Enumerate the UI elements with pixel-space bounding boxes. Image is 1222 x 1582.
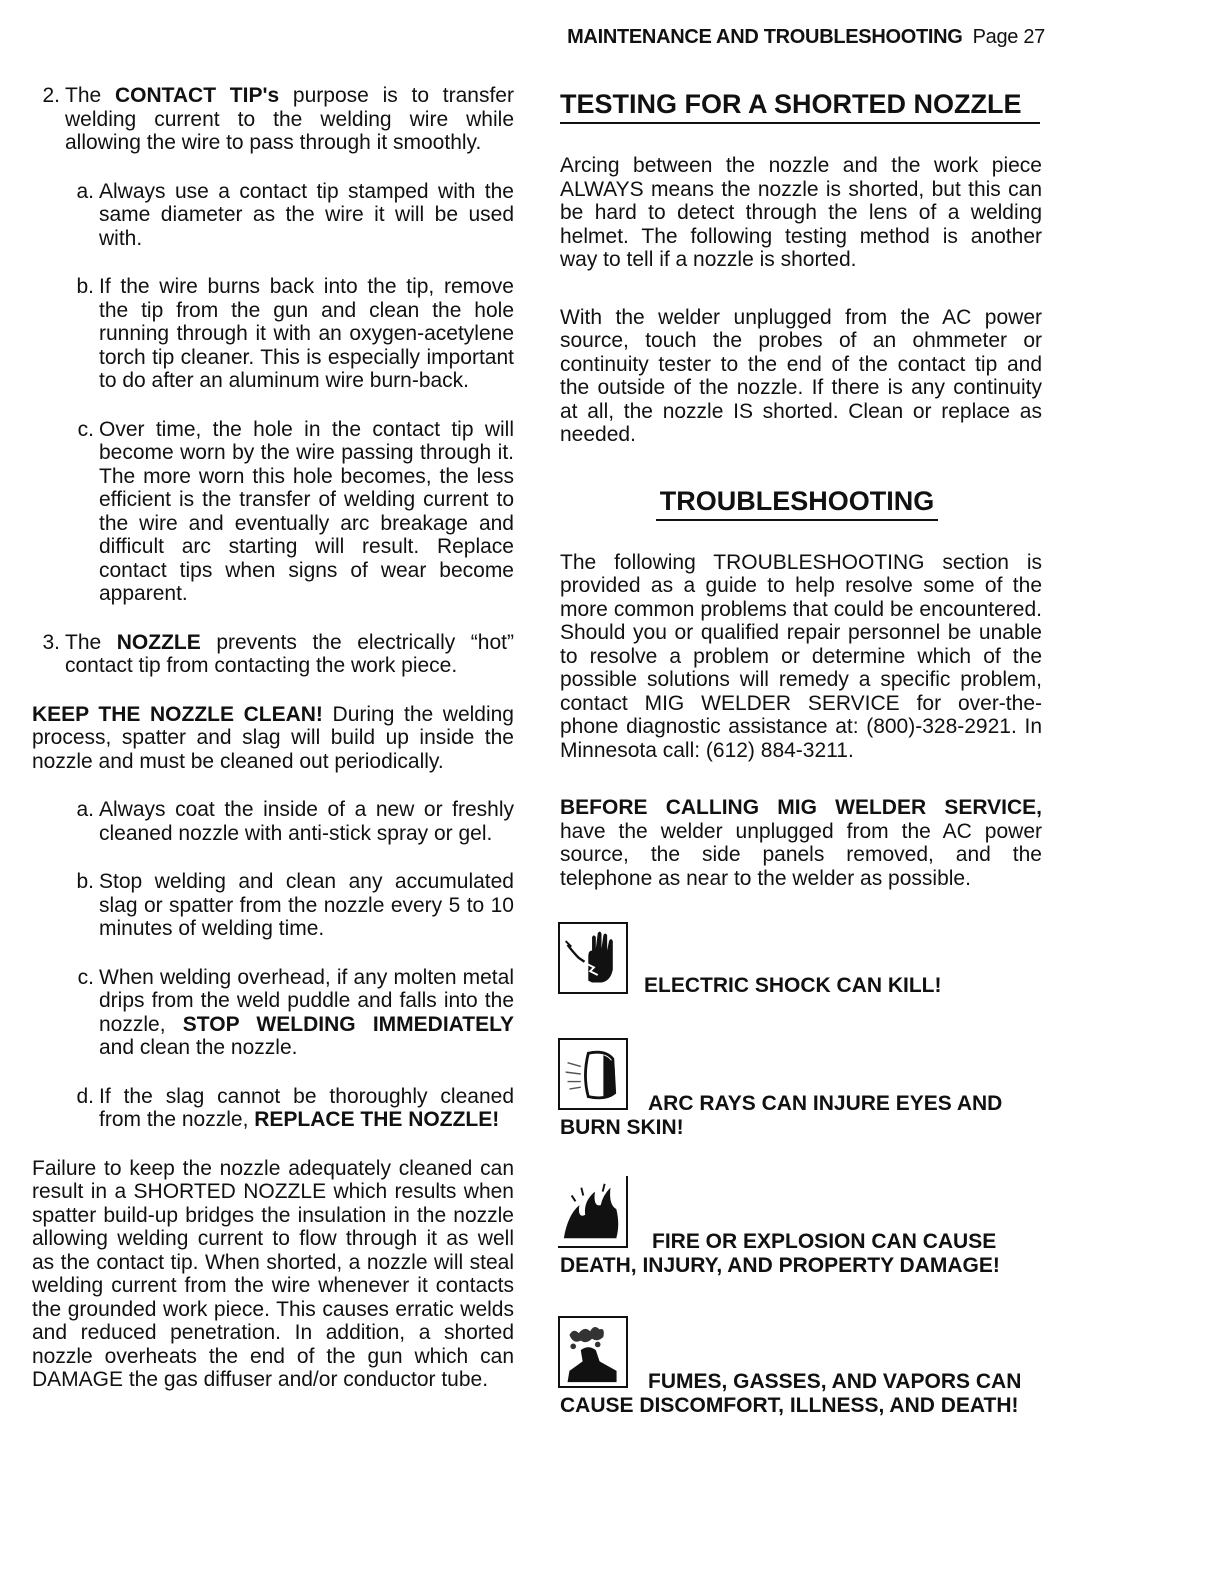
electric-shock-icon [558,922,628,994]
left-column [32,84,514,1392]
warning-fire-text: FIRE OR EXPLOSION CAN CAUSE DEATH, INJURY, AND PROPERTY DAMAGE! [560,1230,1000,1277]
nozzle-sub-c: c. When welding overhead, if any molten metal drips from the weld puddle and falls into the nozzle, STOP WELDING IMMEDIATELY and clean the nozzle. [77,965,515,1059]
nozzle-term: NOZZLE [116,630,201,654]
warning-fumes-text: FUMES, GASSES, AND VAPORS CAN CAUSE DISCOMFORT, ILLNESS, AND DEATH! [560,1370,1022,1417]
testing-paragraph-1: Arcing between the nozzle and the work piece ALWAYS means the nozzle is shorted, but this can be hard to detect through the lens of a welding helmet. The following testing method is another way to tell if a nozzle is shorted. [560,154,1042,271]
item-contact-tip: 2. The CONTACT TIP's purpose is to transfer welding current to the welding wire while allowing the wire to pass through it smoothly. [32,84,514,155]
warning-electric-shock [560,922,1042,1000]
troubleshooting-heading: TROUBLESHOOTING [656,485,938,521]
contact-tip-sub-b: b. If the wire burns back into the tip, remove the tip from the gun and clean the hole running through it with an oxygen-acetylene torch tip cleaner. This is especially important to do after an aluminum wire burn-back. [76,275,514,392]
testing-heading: TESTING FOR A SHORTED NOZZLE [560,88,1040,124]
warning-fumes [560,1316,1042,1416]
warning-arc-text: ARC RAYS CAN INJURE EYES AND BURN SKIN! [560,1092,1003,1139]
warning-fire-explosion [560,1176,1042,1276]
warning-shock-text: ELECTRIC SHOCK CAN KILL! [644,974,942,997]
shorted-nozzle-paragraph: Failure to keep the nozzle adequately cleaned can result in a SHORTED NOZZLE which results when spatter build-up bridges the insulation in the nozzle allowing welding current to flow through it as well as the contact tip. When shorted, a nozzle will steal welding current from the wire whenever it contacts the grounded work piece. This causes erratic welds and reduced penetration. In addition, a shorted nozzle overheats the end of the gun which can DAMAGE the gas diffuser and/or conductor tube. [32,1156,514,1391]
contact-tip-term: CONTACT TIP's [114,84,280,107]
keep-nozzle-clean-paragraph: KEEP THE NOZZLE CLEAN! During the welding process, spatter and slag will build up inside the nozzle and must be cleaned out periodically. [32,702,514,773]
contact-tip-sub-a: a. Always use a contact tip stamped with the same diameter as the wire it will be used with. [76,179,514,250]
right-column [560,84,1042,1416]
testing-paragraph-2: With the welder unplugged from the AC power source, touch the probes of an ohmmeter or continuity tester to the end of the contact tip and the outside of the nozzle. If there is any continuity at all, the nozzle IS shorted. Clean or replace as needed. [560,305,1042,446]
section-title: MAINTENANCE AND TROUBLESHOOTING [567,26,963,48]
before-calling-paragraph: BEFORE CALLING MIG WELDER SERVICE, have the welder unplugged from the AC power source, the side panels removed, and the telephone as near to the welder as possible. [560,796,1042,890]
page-number: Page 27 [972,26,1045,48]
nozzle-sub-a: a. Always coat the inside of a new or freshly cleaned nozzle with anti-stick spray or gel. [76,798,514,845]
nozzle-sub-b: b. Stop welding and clean any accumulated slag or spatter from the nozzle every 5 to 10 minutes of welding time. [76,870,514,940]
item-nozzle: 3. The NOZZLE prevents the electrically “hot” contact tip from contacting the work piece. [42,630,514,677]
item-number: 2. [42,84,60,107]
nozzle-sub-d: d. If the slag cannot be thoroughly cleaned from the nozzle, REPLACE THE NOZZLE! [76,1084,514,1131]
warning-arc-rays [560,1038,1042,1138]
troubleshooting-paragraph: The following TROUBLESHOOTING section is provided as a guide to help resolve some of the more common problems that could be encountered. Should you or qualified repair personnel be unable to resolve a problem or determine which of the possible solutions will remedy a specific problem, contact MIG WELDER SERVICE for over-the-phone diagnostic assistance at: (800)-328-2921. In Minnesota call: (612) 884-3211. [560,550,1042,762]
contact-tip-sub-c: c. Over time, the hole in the contact tip will become worn by the wire passing through it. The more worn this hole becomes, the less efficient is the transfer of welding current to the wire and eventually arc breakage and difficult arc starting will result. Replace contact tips when signs of wear become apparent. [77,417,514,605]
page-header [540,26,1045,49]
